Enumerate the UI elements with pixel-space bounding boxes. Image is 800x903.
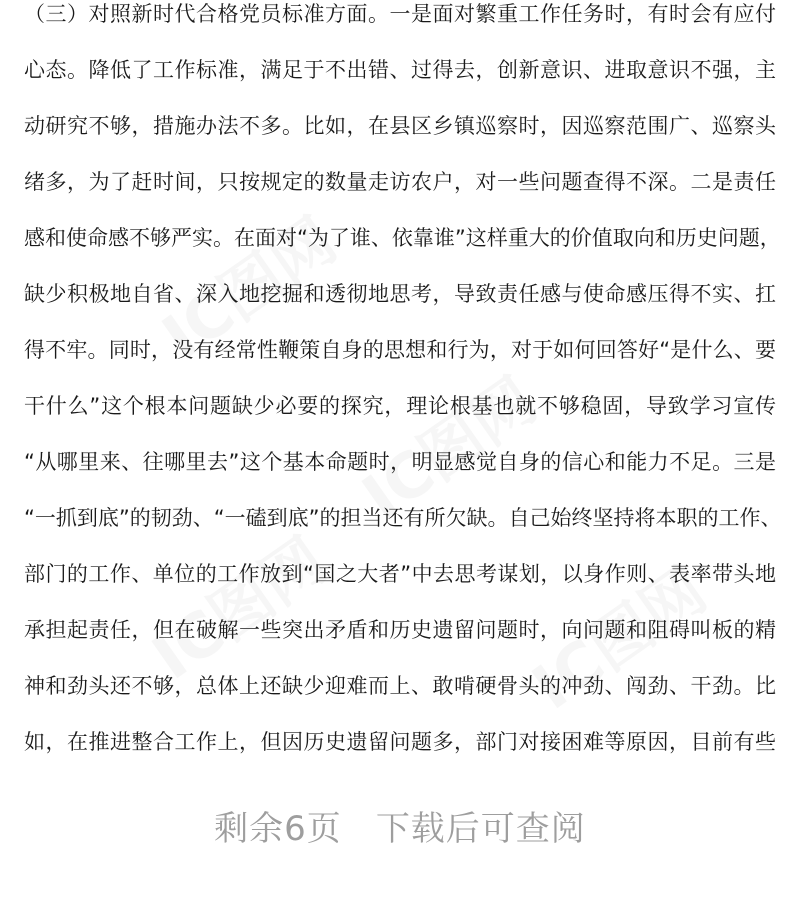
text-line: 部门的工作、单位的工作放到“国之大者”中去思考谋划，以身作则、表率带头地	[24, 562, 776, 586]
watermark: IC图网	[149, 203, 349, 374]
text-line: 动研究不够，措施办法不多。比如，在县区乡镇巡察时，因巡察范围广、巡察头	[24, 114, 776, 138]
remaining-pages-label: 剩余6页	[214, 808, 342, 849]
text-line: 如，在推进整合工作上，但因历史遗留问题多，部门对接困难等原因，目前有些	[24, 730, 776, 754]
text-line: 神和劲头还不够，总体上还缺少迎难而上、敢啃硬骨头的冲劲、闯劲、干劲。比	[24, 674, 776, 698]
text-line: 心态。降低了工作标准，满足于不出错、过得去，创新意识、进取意识不强，主	[24, 58, 776, 82]
watermark: IC图网	[519, 553, 719, 724]
text-line: 干什么”这个根本问题缺少必要的探究，理论根基也就不够稳固，导致学习宣传	[24, 394, 776, 418]
watermark: IC图网	[139, 523, 339, 694]
text-line: 绪多，为了赶时间，只按规定的数量走访农户，对一些问题查得不深。二是责任	[24, 170, 776, 194]
watermark: IC图网	[349, 363, 549, 534]
text-line: “从哪里来、往哪里去”这个基本命题时，明显感觉自身的信心和能力不足。三是	[24, 450, 776, 474]
text-line: “一抓到底”的韧劲、“一磕到底”的担当还有所欠缺。自己始终坚持将本职的工作、	[24, 506, 782, 530]
text-line: （三）对照新时代合格党员标准方面。一是面对繁重工作任务时，有时会有应付	[24, 2, 776, 26]
download-hint-label: 下载后可查阅	[375, 808, 586, 849]
text-line: 承担起责任，但在破解一些突出矛盾和历史遗留问题时，向问题和阻碍叫板的精	[24, 618, 776, 642]
text-line: 缺少积极地自省、深入地挖掘和透彻地思考，导致责任感与使命感压得不实、扛	[24, 282, 776, 306]
download-prompt-banner[interactable]	[0, 790, 800, 860]
text-line: 得不牢。同时，没有经常性鞭策自身的思想和行为，对于如何回答好“是什么、要	[24, 338, 776, 362]
text-line: 感和使命感不够严实。在面对“为了谁、依靠谁”这样重大的价值取向和历史问题，	[24, 226, 781, 250]
